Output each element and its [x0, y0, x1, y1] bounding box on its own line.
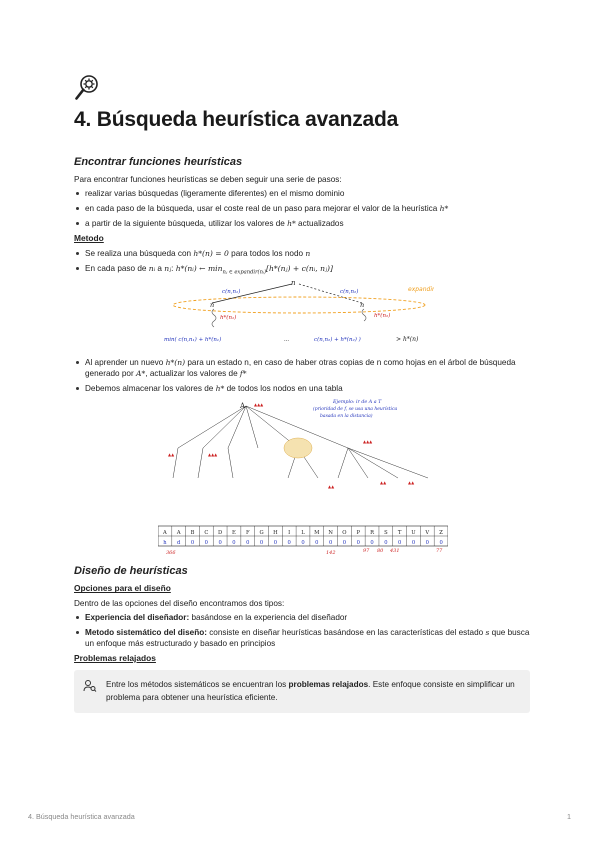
table-value-cell: 0 — [246, 540, 250, 547]
steps-list — [74, 188, 530, 230]
left-h-label: h*(n₁) — [220, 314, 237, 321]
table-header-cell: G — [259, 530, 264, 537]
table-header-cell: E — [232, 530, 236, 537]
table-note-2: 97 — [363, 548, 370, 555]
table-header-cell: N — [328, 530, 333, 537]
table-value-cell: 0 — [398, 540, 402, 547]
table-value-cell: 0 — [232, 540, 236, 547]
right-cost-label: c(n,n₂) — [340, 288, 359, 295]
table-header-cell: R — [370, 530, 375, 537]
left-cost-label: c(n,n₁) — [222, 288, 241, 295]
table-note-1: 142 — [326, 550, 336, 557]
svg-text:▲▲: ▲▲ — [380, 480, 387, 486]
table-header-cell: A — [163, 530, 167, 537]
min-expression-left: min( c(n,n₁) + h*(n₁) — [164, 336, 222, 343]
table-value-cell: 0 — [342, 540, 347, 547]
table-value-cell: 0 — [425, 540, 429, 547]
callout-relaxed-problems: Entre los métodos sistemáticos se encuentran los problemas relajados. Este enfoque consiste en simplificar un problema para obtener una heurística eficiente. — [74, 670, 530, 713]
table-value-cell: 0 — [384, 540, 388, 547]
table-header-cell: P — [356, 530, 360, 537]
left-node: n — [210, 300, 215, 309]
content — [74, 155, 530, 713]
section-heading-heuristic-design: Diseño de heurísticas — [74, 565, 188, 578]
table-value-cell: 0 — [287, 540, 291, 547]
table-value-cell: 0 — [301, 540, 305, 547]
table-header-cell: T — [397, 530, 402, 537]
search-gear-icon — [74, 74, 100, 102]
list-item: Metodo sistemático del diseño: consiste en diseñar heurísticas basándose en las características del estado s que busca un enfoque más estructurado y basado en principios — [74, 627, 530, 649]
right-node: n — [360, 300, 365, 309]
min-expression-right: c(n,n₂) + h*(n₂) ) — [314, 336, 361, 343]
list-item: a partir de la siguiente búsqueda, utilizar los valores de h* actualizados — [74, 218, 530, 229]
design-options-list — [74, 612, 530, 649]
table-value-cell: 0 — [204, 540, 208, 547]
table-header-cell: O — [342, 530, 347, 537]
page-number: 1 — [567, 812, 571, 821]
subheading-relaxed-problems: Problemas relajados — [74, 653, 156, 664]
result-label: > h*(n) — [396, 335, 419, 343]
table-note-3: 80 — [377, 548, 384, 555]
table-header-cell: C — [204, 530, 209, 537]
table-value-cell: 0 — [370, 540, 374, 547]
table-header-cell: U — [411, 530, 416, 537]
section-intro: Para encontrar funciones heurísticas se deben seguir una serie de pasos: — [74, 174, 342, 184]
method-list — [74, 248, 530, 277]
svg-text:▲▲▲: ▲▲▲ — [363, 439, 373, 445]
list-item: Se realiza una búsqueda con h*(n) = 0 para todos los nodo n — [74, 248, 530, 259]
footer-title: 4. Búsqueda heurística avanzada — [28, 812, 135, 821]
table-note-4: 431 — [390, 548, 400, 555]
subheading-design-options: Opciones para el diseño — [74, 583, 171, 594]
table-header-cell: Z — [439, 530, 443, 537]
table-value-cell: 0 — [218, 540, 222, 547]
page-title: 4. Búsqueda heurística avanzada — [74, 108, 399, 131]
example-caption-3: basada en la distancia) — [320, 414, 373, 420]
table-value-cell: 0 — [356, 540, 360, 547]
table-annotations — [166, 548, 443, 556]
ellipsis: ... — [284, 336, 290, 343]
svg-text:▲▲▲: ▲▲▲ — [208, 452, 218, 458]
example-caption-1: Ejemplo: ir de A a T — [333, 400, 382, 406]
table-header-cell: S — [384, 530, 388, 537]
table-header-cell: L — [301, 530, 305, 537]
table-header-cell: D — [218, 530, 223, 537]
tree-root: A — [240, 402, 246, 411]
table-value-cell: 0 — [439, 540, 443, 547]
person-search-icon — [83, 679, 97, 693]
table-note-a: 366 — [166, 550, 176, 557]
svg-text:▲▲: ▲▲ — [408, 480, 415, 486]
list-item: Debemos almacenar los valores de h* de todos los nodos en una tabla — [74, 383, 530, 394]
table-header-cell: F — [245, 530, 250, 537]
heuristic-update-diagram — [164, 281, 434, 351]
table-header-cell: M — [314, 530, 320, 537]
table-value-cell: 0 — [273, 540, 278, 547]
design-options-intro: Dentro de las opciones del diseño encontramos dos tipos: — [74, 598, 285, 608]
list-item: En cada paso de nᵢ a nⱼ: h*(nᵢ) ← $\min_{nⱼ \in expandir(nᵢ)}[h*(nⱼ)$ + c(nᵢ, nⱼ)] — [74, 263, 530, 277]
table-header-cell: B — [190, 530, 195, 537]
table-value-cell: 0 — [328, 540, 333, 547]
heuristic-table — [158, 526, 448, 546]
table-value-cell: 0 — [315, 540, 319, 547]
svg-text:▲▲: ▲▲ — [328, 484, 335, 490]
svg-text:▲▲▲: ▲▲▲ — [254, 402, 264, 408]
list-item: Experiencia del diseñador: basándose en la experiencia del diseñador — [74, 612, 530, 623]
table-header-cell: A — [176, 530, 181, 537]
expand-label: expandir — [408, 285, 434, 293]
example-caption-2: (prioridad de f, se usa una heurística — [313, 407, 398, 413]
list-item: en cada paso de la búsqueda, usar el coste real de un paso para mejorar el valor de la heurística h* — [74, 203, 530, 214]
root-node: n — [291, 280, 296, 287]
right-h-label: h*(n₂) — [374, 312, 391, 319]
svg-text:▲▲: ▲▲ — [168, 452, 175, 458]
list-item: Al aprender un nuevo h*(n) para un estado n, en caso de haber otras copias de n como hojas en el árbol de búsqueda generado por A*, actualizar los valores de f* — [74, 357, 530, 380]
search-tree-example — [158, 398, 448, 558]
table-value-cell: 0 — [411, 540, 416, 547]
list-item: realizar varias búsquedas (ligeramente diferentes) en el mismo dominio — [74, 188, 530, 199]
highlighted-node — [284, 438, 312, 458]
right-path — [362, 309, 366, 321]
table-value-cell: 0 — [190, 540, 195, 547]
section-heading-heuristic-functions: Encontrar funciones heurísticas — [74, 156, 243, 168]
table-header-cell: V — [425, 530, 430, 537]
table-value-cell: 0 — [259, 540, 264, 547]
subheading-metodo: Metodo — [74, 233, 104, 244]
table-note-5: 77 — [436, 548, 443, 555]
table-header-cell: H — [273, 530, 278, 537]
table-value-cell: h — [163, 540, 167, 547]
table-value-cell: d — [177, 540, 181, 547]
additional-list — [74, 357, 530, 395]
left-path — [212, 309, 216, 327]
table-header-cell: I — [288, 530, 291, 537]
